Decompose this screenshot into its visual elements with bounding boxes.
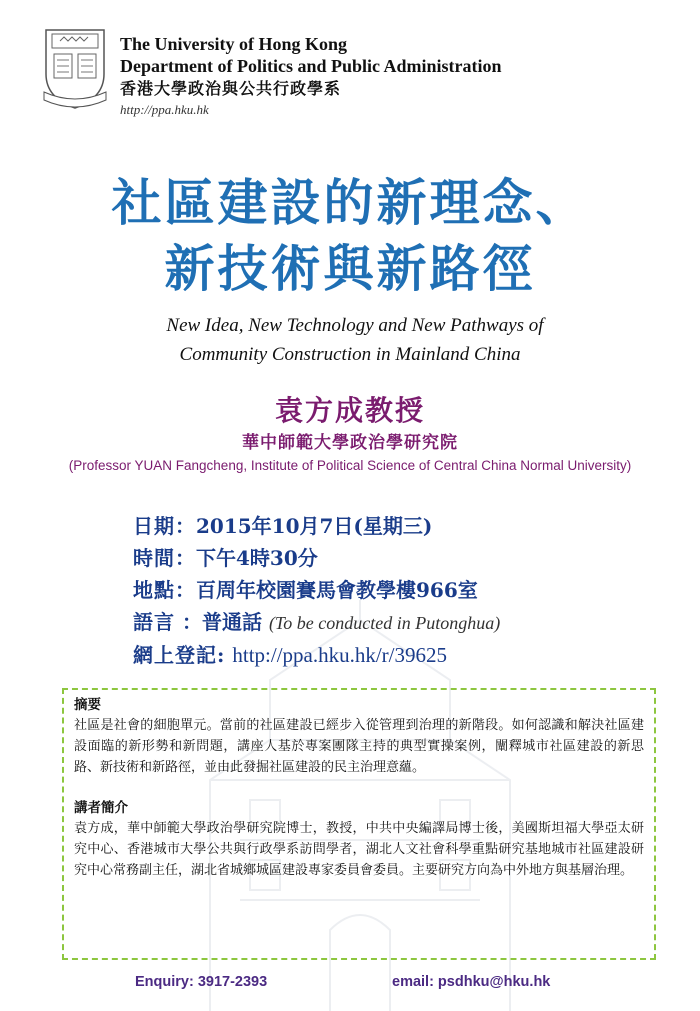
title-line-2: 新技術與新路徑: [164, 239, 536, 298]
abstract-heading: 摘要: [74, 697, 101, 713]
bio-heading: 講者簡介: [74, 800, 128, 816]
event-details: [133, 510, 500, 671]
abstract-text: 社區是社會的細胞單元。當前的社區建設已經步入從管理到治理的新階段。如何認識和解決社區建設面臨的新形勢和新問題，講座人基於專案團隊主持的典型實操案例，闡釋城市社區建設的新思路、新技術和新路徑，並由此發掘社區建設的民主治理意蘊。: [74, 718, 644, 775]
bio-text: 袁方成，華中師範大學政治學研究院博士，教授，中共中央編譯局博士後，美國斯坦福大學亞太研究中心、香港城市大學公共與行政學系訪問學者，湖北人文社會科學重點研究基地城市社區建設研究中心常務副主任，湖北省城鄉城區建設專家委員會委員。主要研究方向為中外地方與基層治理。: [74, 821, 644, 878]
venue-row: [133, 574, 500, 606]
department-name: Department of Politics and Public Administration: [120, 56, 502, 76]
university-name: The University of Hong Kong: [120, 34, 348, 54]
venue-value: 百周年校園賽馬會教學樓966室: [196, 578, 478, 602]
speaker-name: 袁方成教授: [274, 394, 425, 427]
language-row: [133, 606, 500, 639]
date-row: [133, 510, 500, 542]
department-name-zh: 香港大學政治與公共行政學系: [120, 79, 342, 98]
hku-crest-logo: [42, 26, 108, 112]
speaker-english: (Professor YUAN Fangcheng, Institute of Political Science of Central China Normal University): [68, 458, 632, 473]
enquiry-email[interactable]: email: psdhku@hku.hk: [392, 974, 551, 990]
registration-label: 網上登記:: [133, 643, 226, 667]
enquiry-phone: Enquiry: 3917-2393: [135, 974, 268, 990]
department-url[interactable]: http://ppa.hku.hk: [120, 102, 209, 117]
language-value: ：普通話: [181, 610, 262, 634]
date-value: 2015年10月7日(星期三): [196, 514, 433, 538]
time-value: 下午4時30分: [196, 546, 318, 570]
subtitle-line-1: New Idea, New Technology and New Pathways of: [166, 315, 544, 336]
registration-row: [133, 639, 500, 671]
date-label: 日期：: [133, 514, 196, 538]
time-row: [133, 542, 500, 574]
subtitle-line-2: Community Construction in Mainland China: [179, 344, 521, 365]
time-label: 時間：: [133, 546, 196, 570]
abstract-box: [62, 688, 656, 960]
language-note: (To be conducted in Putonghua): [268, 613, 501, 633]
language-label: 語言: [133, 610, 175, 634]
title-line-1: 社區建設的新理念、: [111, 173, 589, 232]
venue-label: 地點：: [133, 578, 196, 602]
speaker-institution: 華中師範大學政治學研究院: [242, 433, 458, 453]
registration-link[interactable]: http://ppa.hku.hk/r/39625: [232, 643, 448, 667]
header: [120, 33, 502, 119]
